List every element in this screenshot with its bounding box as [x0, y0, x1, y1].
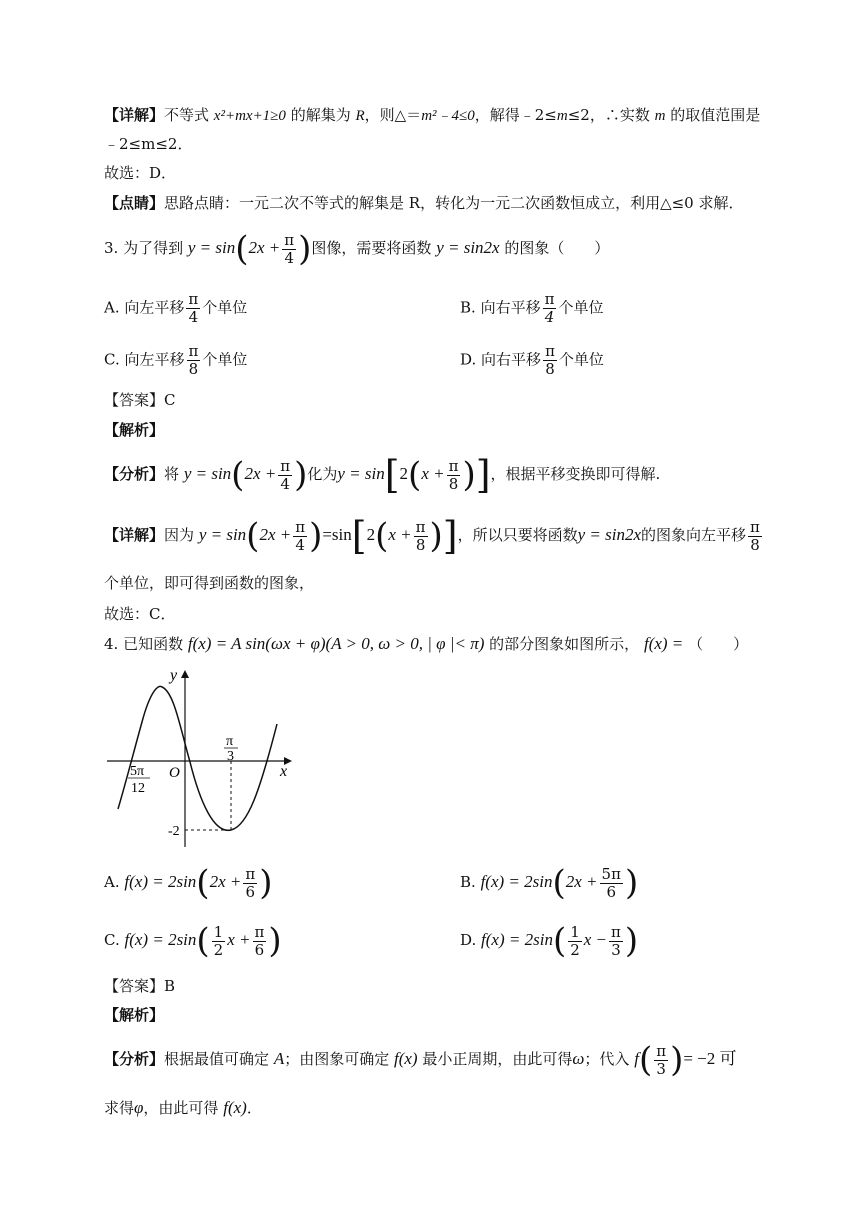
- q3-xiangjie-line2: 个单位，即可得到函数的图象，: [104, 574, 315, 592]
- text: ；代入: [584, 1050, 630, 1068]
- omega: ω: [572, 1049, 585, 1068]
- base-func: y = sin2x: [436, 238, 500, 257]
- set-r: R: [355, 108, 365, 124]
- q4-number: 4. 已知函数: [104, 635, 184, 653]
- frac-den: 2: [213, 940, 224, 959]
- text: 化为: [307, 465, 338, 483]
- q4-analysis-label: 【解析】: [104, 1006, 165, 1024]
- frac-den: 4: [544, 308, 555, 326]
- text: 的解集为: [285, 106, 356, 124]
- option-lhs: f(x) = 2sin: [124, 872, 197, 891]
- frac-num: π: [254, 922, 265, 941]
- text: ，根据平移变换即可得解.: [490, 465, 661, 483]
- frac-den: 6: [245, 882, 256, 901]
- text: = −2 可: [683, 1049, 737, 1068]
- option-letter: A.: [104, 298, 120, 317]
- frac-den: 4: [188, 308, 199, 326]
- option-inner: 2x +: [565, 872, 598, 891]
- option-lhs: f(x) = 2sin: [124, 930, 197, 949]
- option-unit: 个单位: [558, 298, 604, 317]
- option-text: 向左平移: [124, 298, 185, 317]
- q4-func: f(x) = A sin(ωx + φ)(A > 0, ω > 0, | φ |< π): [187, 634, 485, 653]
- q4-stem: [104, 633, 748, 655]
- q4-option-d[interactable]: D. f(x) = 2sin( $\frac{1}{2}$ x − $\frac{\pi}{3}$ ): [460, 921, 639, 961]
- tick-pi3-den: 3: [227, 749, 234, 764]
- text: 的取值范围是: [665, 106, 761, 124]
- option-text: 向右平移: [481, 350, 542, 369]
- q3-number: 3. 为了得到: [104, 239, 184, 257]
- text: ，则△＝: [364, 106, 422, 124]
- text: 最小正周期，由此可得: [422, 1050, 573, 1068]
- point-label: 【点睛】: [104, 194, 165, 212]
- frac-num: 1: [570, 922, 580, 941]
- frac-den: 2: [570, 940, 580, 959]
- tick-5pi12-den: 12: [131, 781, 145, 796]
- option-letter: C.: [104, 350, 120, 369]
- option-letter: A.: [104, 873, 120, 891]
- option-letter: B.: [460, 873, 476, 891]
- text: 的部分图象如图所示，: [489, 635, 640, 653]
- frac-num: π: [544, 290, 555, 308]
- q4-option-b[interactable]: B. f(x) = 2sin(2x + $\frac{5\pi}{6}$ ): [460, 863, 639, 903]
- q4-option-a[interactable]: A. f(x) = 2sin(2x + $\frac{\pi}{6}$ ): [104, 863, 273, 903]
- frac-num: π: [188, 290, 199, 308]
- text: 不等式: [164, 106, 214, 124]
- text: 根据最值可确定: [164, 1050, 270, 1068]
- frac-den: 6: [254, 940, 265, 959]
- option-text: 向右平移: [480, 298, 541, 317]
- xiangjie-label: 【详解】: [104, 526, 165, 544]
- option-inner: 2x +: [209, 872, 242, 891]
- text: ，由此可得: [143, 1099, 219, 1117]
- text: （ ）: [688, 635, 749, 653]
- option-inner: x −: [583, 930, 608, 949]
- frac-num: π: [611, 922, 621, 941]
- var-m: m: [556, 108, 568, 124]
- frac-num: π: [545, 342, 555, 360]
- frac-num: π: [188, 342, 199, 360]
- q3-fenxi-line: 【分析】将 y = sin(2x + $\frac{\pi}{4}$ )化为y = sin[2(x + $\frac{\pi}{8}$ )]，根据平移变换即可得解.: [104, 453, 661, 497]
- q3-option-a[interactable]: [104, 291, 247, 326]
- phi: φ: [134, 1098, 144, 1117]
- fenxi-label: 【分析】: [104, 465, 165, 483]
- var-m: m: [654, 108, 666, 124]
- text: ，解得﹣2≤: [474, 106, 557, 124]
- frac-den: 3: [611, 940, 621, 959]
- text: 求得: [104, 1099, 135, 1117]
- tick-pi3-num: π: [226, 734, 234, 749]
- text: 因为: [164, 526, 195, 544]
- tick-5pi12-num: 5π: [130, 764, 145, 779]
- q4-fenxi-line2: [104, 1097, 262, 1119]
- y-label: y: [170, 667, 178, 684]
- frac-den: 6: [606, 882, 616, 901]
- fx: f(x): [394, 1049, 418, 1068]
- min-label: -2: [168, 824, 180, 839]
- option-lhs: f(x) = 2sin: [481, 930, 553, 949]
- frac-num: π: [245, 864, 256, 883]
- q2-choose: 故选：D．: [104, 164, 177, 182]
- frac-num: 5π: [601, 864, 621, 883]
- y-axis-arrow: [181, 670, 189, 678]
- q3-option-c[interactable]: [104, 343, 247, 378]
- q3-xiangjie-line: 【详解】因为 y = sin(2x + $\frac{\pi}{4}$ )=sin[2(x + $\frac{\pi}{8}$ )]，所以只要将函数y = sin2x的图象向左平移 $\frac{\pi}{8}$: [104, 514, 760, 558]
- option-letter: D.: [460, 931, 477, 949]
- q4-fx: f(x) =: [643, 634, 684, 653]
- sine-curve: [118, 686, 277, 830]
- q4-answer: 【答案】B: [104, 977, 176, 995]
- fenxi-label: 【分析】: [104, 1050, 165, 1068]
- q2-point-line: [104, 192, 744, 214]
- text: 的图象（ ）: [504, 239, 610, 257]
- point-text: 思路点睛：一元二次不等式的解集是 R，转化为一元二次函数恒成立，利用△≤0 求解．: [164, 194, 744, 212]
- target-func: y = sin: [187, 238, 236, 257]
- q3-option-b[interactable]: [460, 291, 603, 326]
- option-letter: C.: [104, 931, 120, 949]
- text: ；由图象可确定: [284, 1050, 390, 1068]
- q2-range-line: ﹣2≤m≤2．: [104, 135, 193, 153]
- text: 的图象向左平移: [641, 526, 747, 544]
- frac-den: 8: [545, 360, 555, 378]
- var-a: A: [273, 1049, 285, 1068]
- detail-label: 【详解】: [104, 106, 165, 124]
- q4-option-c[interactable]: C. f(x) = 2sin( $\frac{1}{2}$ x + $\frac{\pi}{6}$ ): [104, 921, 282, 961]
- frac-num: 1: [213, 922, 224, 941]
- text: ．: [246, 1099, 262, 1117]
- q3-choose: 故选：C．: [104, 605, 176, 623]
- origin-label: O: [169, 765, 180, 781]
- q3-analysis-label: 【解析】: [104, 421, 165, 439]
- option-unit: 个单位: [202, 350, 248, 369]
- text: 将: [164, 465, 180, 483]
- x-label: x: [280, 763, 288, 780]
- option-letter: D.: [460, 350, 477, 369]
- delta-expr: m²﹣4≤0: [421, 108, 475, 124]
- option-unit: 个单位: [202, 298, 248, 317]
- q3-option-d[interactable]: [460, 343, 604, 378]
- text: ，所以只要将函数: [457, 526, 578, 544]
- option-unit: 个单位: [558, 350, 604, 369]
- sine-graph: [102, 662, 302, 852]
- q3-stem: 3. 为了得到 y = sin(2x + $\frac{\pi}{4}$ )图像，需要将函数 y = sin2x 的图象（ ）: [104, 229, 610, 269]
- option-lhs: f(x) = 2sin: [480, 872, 553, 891]
- option-inner: x +: [227, 930, 251, 949]
- q3-answer: 【答案】C: [104, 391, 176, 409]
- frac-den: 8: [188, 360, 199, 378]
- q2-detail-line: [104, 104, 760, 127]
- text: 图像，需要将函数: [311, 239, 432, 257]
- fx: f(x): [223, 1098, 247, 1117]
- inequality-expr: x²+mx+1≥0: [213, 108, 286, 124]
- q4-fenxi-line: 【分析】根据最值可确定 A；由图象可确定 f(x) 最小正周期，由此可得ω；代入 f( $\frac{\pi}{3}$ )= −2 可: [104, 1040, 737, 1080]
- option-text: 向左平移: [124, 350, 185, 369]
- text: ≤2，∴实数: [567, 106, 655, 124]
- option-letter: B.: [460, 298, 476, 317]
